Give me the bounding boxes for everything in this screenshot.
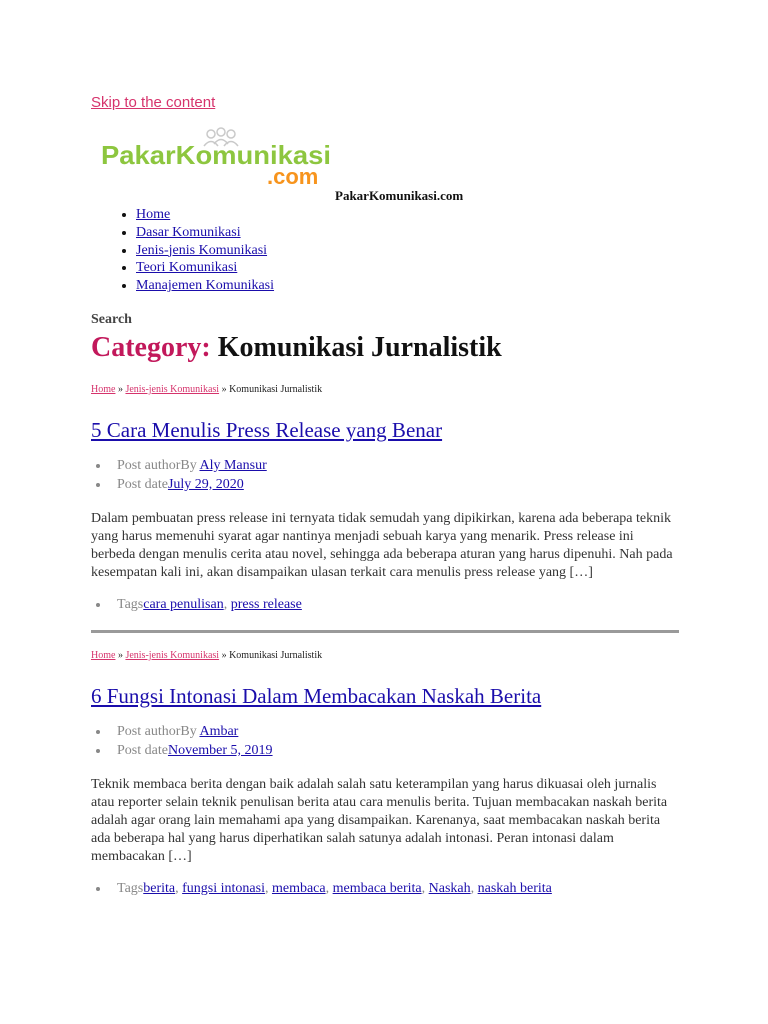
post-title	[91, 417, 681, 443]
breadcrumb-current: Komunikasi Jurnalistik	[229, 383, 323, 395]
tag-link[interactable]: fungsi intonasi	[182, 880, 265, 896]
nav-link-jenis-jenis-komunikasi[interactable]: Jenis-jenis Komunikasi	[136, 242, 268, 258]
post-date-link[interactable]: November 5, 2019	[167, 742, 273, 758]
breadcrumb	[91, 649, 681, 663]
breadcrumb-parent-link[interactable]: Jenis-jenis Komunikasi	[125, 383, 220, 395]
post-tags-label: Tags	[117, 596, 144, 612]
site-branding	[91, 116, 681, 203]
search-toggle[interactable]: Search	[91, 311, 132, 327]
breadcrumb-separator: »	[117, 383, 123, 395]
post-meta	[91, 456, 681, 494]
nav-item-dasar-komunikasi	[136, 224, 681, 242]
nav-link-teori-komunikasi[interactable]: Teori Komunikasi	[136, 260, 238, 276]
logo-wordmark: Pakar Komunikasi	[101, 140, 324, 170]
post-article	[91, 649, 681, 898]
post-date-link[interactable]: July 29, 2020	[167, 476, 244, 492]
breadcrumb-home-link[interactable]: Home	[91, 383, 116, 395]
post-date	[117, 741, 681, 760]
breadcrumb-separator: »	[117, 649, 123, 661]
post-tags-item: Tagscara penulisan, press release	[117, 595, 681, 614]
archive-title	[91, 332, 681, 364]
breadcrumb	[91, 383, 681, 397]
nav-link-home[interactable]: Home	[136, 207, 171, 222]
post-tags-label: Tags	[117, 880, 144, 896]
skip-to-content-link[interactable]: Skip to the content	[91, 94, 216, 111]
post-date	[117, 475, 681, 494]
post-date-label: Post date	[117, 742, 168, 758]
logo-domain: .com	[267, 164, 319, 186]
post-tags	[91, 879, 681, 898]
post-tags	[91, 595, 681, 614]
post-author-label: Post author	[117, 457, 181, 473]
breadcrumb-separator: »	[221, 383, 227, 395]
post-divider	[91, 630, 679, 633]
post-meta	[91, 722, 681, 760]
post-article	[91, 383, 681, 614]
post-excerpt: Dalam pembuatan press release ini ternyata tidak semudah yang dipikirkan, karena ada beberapa teknik yang harus memenuhi syarat agar nantinya menjadi sebuah karya yang menarik. Press release ini berbeda dengan menulis cerita atau novel, sehingga ada beberapa aturan yang harus dipenuhi. Nah pada kesempatan kali ini, akan disampaikan ulasan terkait cara menulis press release yang […]	[91, 510, 673, 580]
main-navigation	[91, 206, 681, 295]
breadcrumb-parent-link[interactable]: Jenis-jenis Komunikasi	[125, 649, 220, 661]
site-logo[interactable]	[99, 120, 335, 186]
post-author	[117, 456, 681, 475]
post-date-label: Post date	[117, 476, 168, 492]
archive-title-prefix: Category:	[91, 331, 211, 363]
site-title: PakarKomunikasi.com	[335, 188, 464, 203]
tag-link[interactable]: membaca berita	[332, 880, 422, 896]
post-author-link[interactable]: Ambar	[199, 723, 239, 739]
nav-item-teori-komunikasi	[136, 259, 681, 277]
tag-link[interactable]: membaca	[271, 880, 326, 896]
nav-item-manajemen-komunikasi	[136, 277, 681, 295]
post-author-prefix: By	[180, 457, 200, 473]
post-author-link[interactable]: Aly Mansur	[199, 457, 267, 473]
breadcrumb-separator: »	[221, 649, 227, 661]
post-author	[117, 722, 681, 741]
post-title-link[interactable]: 6 Fungsi Intonasi Dalam Membacakan Naskah Berita	[91, 683, 542, 708]
tag-link[interactable]: naskah berita	[477, 880, 552, 896]
breadcrumb-current: Komunikasi Jurnalistik	[229, 649, 323, 661]
logo-graphic	[99, 120, 335, 186]
post-author-prefix: By	[180, 723, 200, 739]
page	[91, 94, 681, 898]
nav-item-jenis-jenis-komunikasi	[136, 242, 681, 260]
nav-link-manajemen-komunikasi[interactable]: Manajemen Komunikasi	[136, 278, 275, 294]
post-title	[91, 683, 681, 709]
nav-item-home	[136, 206, 681, 224]
post-author-label: Post author	[117, 723, 181, 739]
post-excerpt: Teknik membaca berita dengan baik adalah salah satu keterampilan yang harus dikuasai oleh jurnalis atau reporter selain teknik penulisan berita atau cara menulis berita. Tujuan membacakan naskah berita adalah agar orang lain memahami apa yang disampaikan. Karenanya, saat membacakan naskah berita ada beberapa hal yang harus diperhatikan salah satunya adalah intonasi. Peran intonasi dalam membacakan […]	[91, 776, 668, 864]
tag-link[interactable]: press release	[230, 596, 302, 612]
tag-link[interactable]: berita	[143, 880, 176, 896]
nav-link-dasar-komunikasi[interactable]: Dasar Komunikasi	[136, 224, 241, 240]
post-tags-item: Tagsberita, fungsi intonasi, membaca, membaca berita, Naskah, naskah berita	[117, 879, 681, 898]
tag-link[interactable]: cara penulisan	[143, 596, 224, 612]
tag-link[interactable]: Naskah	[428, 880, 471, 896]
post-title-link[interactable]: 5 Cara Menulis Press Release yang Benar	[91, 417, 443, 442]
breadcrumb-home-link[interactable]: Home	[91, 649, 116, 661]
archive-title-name: Komunikasi Jurnalistik	[217, 331, 502, 363]
